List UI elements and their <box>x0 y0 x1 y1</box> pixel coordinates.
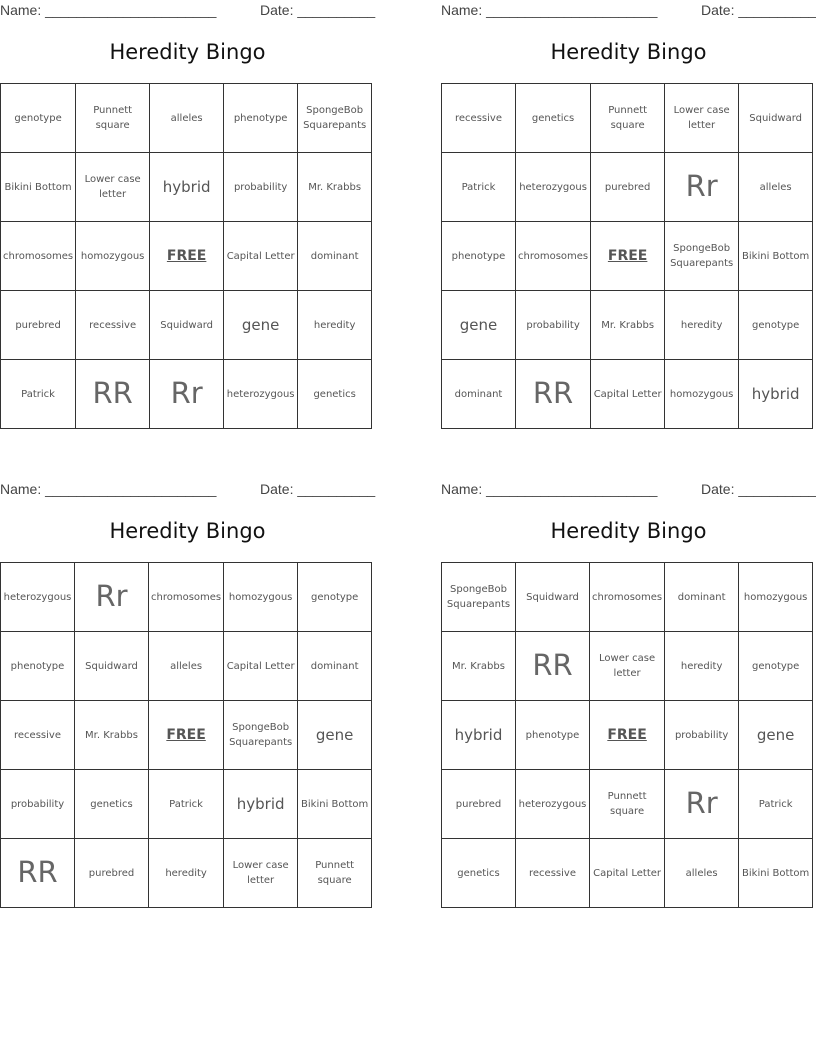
bingo-cell: hybrid <box>442 701 516 770</box>
bingo-row <box>442 770 813 839</box>
bingo-row <box>1 839 372 908</box>
bingo-cell: Squidward <box>75 632 149 701</box>
bingo-cell: heterozygous <box>516 770 590 839</box>
bingo-cell: chromosomes <box>590 563 665 632</box>
bingo-cell: gene <box>442 291 516 360</box>
bingo-row <box>442 84 813 153</box>
bingo-cell: Patrick <box>149 770 224 839</box>
bingo-cell: alleles <box>665 839 739 908</box>
bingo-cell: heredity <box>665 632 739 701</box>
bingo-cell: Rr <box>665 770 739 839</box>
bingo-row <box>442 291 813 360</box>
bingo-cell: Rr <box>665 153 739 222</box>
bingo-cell: Rr <box>75 563 149 632</box>
bingo-cell: Capital Letter <box>591 360 665 429</box>
bingo-cell: Capital Letter <box>590 839 665 908</box>
bingo-cell: probability <box>516 291 591 360</box>
bingo-cell: phenotype <box>442 222 516 291</box>
bingo-cell: probability <box>665 701 739 770</box>
bingo-cell: recessive <box>1 701 75 770</box>
bingo-row <box>1 563 372 632</box>
date-field: Date: __________ <box>701 481 816 497</box>
bingo-cell: recessive <box>516 839 590 908</box>
card-title: Heredity Bingo <box>550 40 707 64</box>
bingo-cell: Punnett square <box>298 839 372 908</box>
bingo-row <box>442 153 813 222</box>
bingo-cell: Squidward <box>739 84 813 153</box>
bingo-cell: alleles <box>149 632 224 701</box>
bingo-cell: SpongeBob Squarepants <box>442 563 516 632</box>
bingo-grid <box>0 83 372 429</box>
bingo-cell: RR <box>516 360 591 429</box>
bingo-grid <box>441 83 813 429</box>
name-date-line <box>0 0 375 22</box>
bingo-cell: Bikini Bottom <box>1 153 76 222</box>
bingo-cell: recessive <box>442 84 516 153</box>
bingo-row <box>1 291 372 360</box>
bingo-cell: Bikini Bottom <box>739 839 813 908</box>
name-date-line <box>0 479 375 501</box>
bingo-row <box>1 770 372 839</box>
bingo-row <box>1 153 372 222</box>
card-title: Heredity Bingo <box>109 519 266 543</box>
bingo-cell: genotype <box>739 291 813 360</box>
bingo-cell: gene <box>224 291 298 360</box>
bingo-row <box>1 84 372 153</box>
bingo-cell: gene <box>739 701 813 770</box>
bingo-row <box>442 701 813 770</box>
bingo-row <box>442 222 813 291</box>
bingo-cell: SpongeBob Squarepants <box>224 701 298 770</box>
bingo-cell: phenotype <box>224 84 298 153</box>
bingo-cell: Squidward <box>150 291 224 360</box>
name-date-line <box>441 0 816 22</box>
bingo-cell: probability <box>1 770 75 839</box>
bingo-row <box>442 632 813 701</box>
bingo-cell: Bikini Bottom <box>298 770 372 839</box>
bingo-row <box>1 360 372 429</box>
bingo-cell: heredity <box>149 839 224 908</box>
bingo-cell: dominant <box>442 360 516 429</box>
card-title: Heredity Bingo <box>109 40 266 64</box>
bingo-row <box>442 839 813 908</box>
bingo-cell: purebred <box>591 153 665 222</box>
bingo-cell: gene <box>298 701 372 770</box>
bingo-cell: Squidward <box>516 563 590 632</box>
bingo-cell: RR <box>516 632 590 701</box>
bingo-cell: hybrid <box>739 360 813 429</box>
bingo-cell: homozygous <box>76 222 150 291</box>
bingo-cell: Capital Letter <box>224 632 298 701</box>
bingo-cell: purebred <box>1 291 76 360</box>
bingo-cell: Punnett square <box>591 84 665 153</box>
bingo-cell: dominant <box>665 563 739 632</box>
free-space: FREE <box>149 701 224 770</box>
bingo-cell: Mr. Krabbs <box>298 153 372 222</box>
bingo-cell: heterozygous <box>224 360 298 429</box>
bingo-cell: genotype <box>739 632 813 701</box>
bingo-cell: dominant <box>298 632 372 701</box>
bingo-cell: heterozygous <box>1 563 75 632</box>
name-field: Name: ______________________ <box>441 2 658 18</box>
bingo-cell: homozygous <box>739 563 813 632</box>
bingo-cell: purebred <box>75 839 149 908</box>
bingo-cell: alleles <box>150 84 224 153</box>
bingo-row <box>1 222 372 291</box>
bingo-cell: Rr <box>150 360 224 429</box>
bingo-cell: phenotype <box>1 632 75 701</box>
bingo-cell: Lower case letter <box>590 632 665 701</box>
bingo-cell: RR <box>1 839 75 908</box>
bingo-cell: chromosomes <box>516 222 591 291</box>
bingo-cell: Patrick <box>442 153 516 222</box>
bingo-cell: Lower case letter <box>76 153 150 222</box>
bingo-cell: genetics <box>516 84 591 153</box>
bingo-cell: hybrid <box>224 770 298 839</box>
bingo-cell: Mr. Krabbs <box>75 701 149 770</box>
bingo-row <box>1 701 372 770</box>
bingo-cell: homozygous <box>665 360 739 429</box>
name-field: Name: ______________________ <box>0 2 217 18</box>
free-space: FREE <box>590 701 665 770</box>
bingo-cell: Bikini Bottom <box>739 222 813 291</box>
bingo-grid <box>0 562 372 908</box>
bingo-cell: Lower case letter <box>224 839 298 908</box>
name-date-line <box>441 479 816 501</box>
name-field: Name: ______________________ <box>441 481 658 497</box>
bingo-row <box>442 563 813 632</box>
bingo-cell: chromosomes <box>1 222 76 291</box>
bingo-cell: Punnett square <box>76 84 150 153</box>
bingo-cell: genotype <box>298 563 372 632</box>
bingo-row <box>442 360 813 429</box>
bingo-cell: probability <box>224 153 298 222</box>
bingo-cell: dominant <box>298 222 372 291</box>
bingo-cell: genetics <box>75 770 149 839</box>
bingo-cell: Patrick <box>739 770 813 839</box>
bingo-cell: homozygous <box>224 563 298 632</box>
bingo-row <box>1 632 372 701</box>
bingo-cell: purebred <box>442 770 516 839</box>
bingo-cell: Mr. Krabbs <box>591 291 665 360</box>
bingo-cell: recessive <box>76 291 150 360</box>
card-title: Heredity Bingo <box>550 519 707 543</box>
bingo-cell: Patrick <box>1 360 76 429</box>
date-field: Date: __________ <box>260 481 376 497</box>
bingo-cell: chromosomes <box>149 563 224 632</box>
bingo-cell: heterozygous <box>516 153 591 222</box>
bingo-cell: heredity <box>298 291 372 360</box>
bingo-cell: hybrid <box>150 153 224 222</box>
bingo-cell: genotype <box>1 84 76 153</box>
bingo-cell: phenotype <box>516 701 590 770</box>
bingo-cell: Lower case letter <box>665 84 739 153</box>
date-field: Date: __________ <box>260 2 376 18</box>
free-space: FREE <box>591 222 665 291</box>
bingo-cell: Punnett square <box>590 770 665 839</box>
name-field: Name: ______________________ <box>0 481 217 497</box>
bingo-grid <box>441 562 813 908</box>
free-space: FREE <box>150 222 224 291</box>
bingo-cell: SpongeBob Squarepants <box>298 84 372 153</box>
date-field: Date: __________ <box>701 2 816 18</box>
bingo-cell: SpongeBob Squarepants <box>665 222 739 291</box>
bingo-cell: alleles <box>739 153 813 222</box>
bingo-cell: Capital Letter <box>224 222 298 291</box>
bingo-cell: Mr. Krabbs <box>442 632 516 701</box>
bingo-cell: genetics <box>298 360 372 429</box>
bingo-cell: heredity <box>665 291 739 360</box>
bingo-cell: RR <box>76 360 150 429</box>
bingo-cell: genetics <box>442 839 516 908</box>
